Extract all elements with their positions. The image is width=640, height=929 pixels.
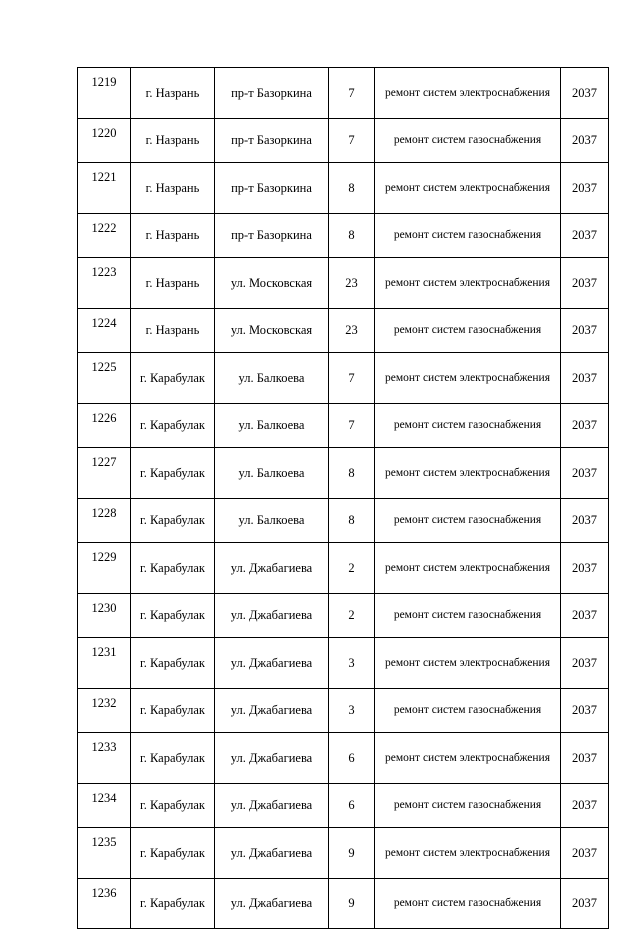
street-cell: пр-т Базоркина — [215, 163, 329, 214]
row-number: 1229 — [78, 543, 131, 594]
city-cell: г. Карабулак — [131, 733, 215, 784]
street-cell: ул. Джабагиева — [215, 784, 329, 828]
row-number: 1224 — [78, 309, 131, 353]
table-row — [78, 119, 609, 163]
city-cell: г. Карабулак — [131, 784, 215, 828]
house-number-cell: 8 — [329, 163, 375, 214]
work-type-cell: ремонт систем электроснабжения — [375, 258, 561, 309]
table-row — [78, 879, 609, 929]
year-cell: 2037 — [561, 214, 609, 258]
repair-schedule-table — [77, 67, 609, 929]
house-number-cell: 9 — [329, 828, 375, 879]
year-cell: 2037 — [561, 689, 609, 733]
city-cell: г. Карабулак — [131, 448, 215, 499]
street-cell: ул. Балкоева — [215, 448, 329, 499]
year-cell: 2037 — [561, 784, 609, 828]
street-cell: ул. Джабагиева — [215, 879, 329, 929]
house-number-cell: 6 — [329, 784, 375, 828]
work-type-cell: ремонт систем электроснабжения — [375, 638, 561, 689]
year-cell: 2037 — [561, 163, 609, 214]
year-cell: 2037 — [561, 828, 609, 879]
row-number: 1232 — [78, 689, 131, 733]
work-type-cell: ремонт систем газоснабжения — [375, 119, 561, 163]
work-type-cell: ремонт систем газоснабжения — [375, 499, 561, 543]
year-cell: 2037 — [561, 543, 609, 594]
work-type-cell: ремонт систем электроснабжения — [375, 163, 561, 214]
city-cell: г. Карабулак — [131, 543, 215, 594]
house-number-cell: 2 — [329, 543, 375, 594]
table-row — [78, 594, 609, 638]
table-row — [78, 353, 609, 404]
street-cell: ул. Балкоева — [215, 499, 329, 543]
row-number: 1223 — [78, 258, 131, 309]
work-type-cell: ремонт систем газоснабжения — [375, 594, 561, 638]
year-cell: 2037 — [561, 879, 609, 929]
year-cell: 2037 — [561, 404, 609, 448]
row-number: 1222 — [78, 214, 131, 258]
work-type-cell: ремонт систем электроснабжения — [375, 68, 561, 119]
house-number-cell: 7 — [329, 68, 375, 119]
row-number: 1225 — [78, 353, 131, 404]
year-cell: 2037 — [561, 119, 609, 163]
city-cell: г. Карабулак — [131, 499, 215, 543]
work-type-cell: ремонт систем электроснабжения — [375, 543, 561, 594]
work-type-cell: ремонт систем газоснабжения — [375, 784, 561, 828]
table-row — [78, 163, 609, 214]
year-cell: 2037 — [561, 68, 609, 119]
work-type-cell: ремонт систем электроснабжения — [375, 828, 561, 879]
row-number: 1236 — [78, 879, 131, 929]
year-cell: 2037 — [561, 638, 609, 689]
row-number: 1219 — [78, 68, 131, 119]
street-cell: ул. Джабагиева — [215, 638, 329, 689]
table-row — [78, 784, 609, 828]
city-cell: г. Карабулак — [131, 828, 215, 879]
year-cell: 2037 — [561, 309, 609, 353]
city-cell: г. Назрань — [131, 258, 215, 309]
city-cell: г. Назрань — [131, 163, 215, 214]
street-cell: пр-т Базоркина — [215, 214, 329, 258]
house-number-cell: 23 — [329, 258, 375, 309]
year-cell: 2037 — [561, 258, 609, 309]
street-cell: пр-т Базоркина — [215, 119, 329, 163]
row-number: 1234 — [78, 784, 131, 828]
house-number-cell: 9 — [329, 879, 375, 929]
house-number-cell: 8 — [329, 214, 375, 258]
table-row — [78, 68, 609, 119]
house-number-cell: 6 — [329, 733, 375, 784]
row-number: 1227 — [78, 448, 131, 499]
city-cell: г. Назрань — [131, 214, 215, 258]
street-cell: ул. Джабагиева — [215, 543, 329, 594]
work-type-cell: ремонт систем газоснабжения — [375, 214, 561, 258]
street-cell: ул. Балкоева — [215, 353, 329, 404]
work-type-cell: ремонт систем газоснабжения — [375, 689, 561, 733]
street-cell: ул. Джабагиева — [215, 733, 329, 784]
city-cell: г. Карабулак — [131, 353, 215, 404]
row-number: 1226 — [78, 404, 131, 448]
street-cell: ул. Московская — [215, 258, 329, 309]
row-number: 1230 — [78, 594, 131, 638]
city-cell: г. Карабулак — [131, 638, 215, 689]
row-number: 1235 — [78, 828, 131, 879]
table-row — [78, 499, 609, 543]
table-body — [78, 68, 609, 929]
house-number-cell: 7 — [329, 119, 375, 163]
house-number-cell: 7 — [329, 404, 375, 448]
table-row — [78, 733, 609, 784]
work-type-cell: ремонт систем газоснабжения — [375, 879, 561, 929]
table-row — [78, 828, 609, 879]
table-row — [78, 638, 609, 689]
house-number-cell: 7 — [329, 353, 375, 404]
city-cell: г. Карабулак — [131, 404, 215, 448]
row-number: 1231 — [78, 638, 131, 689]
city-cell: г. Назрань — [131, 309, 215, 353]
year-cell: 2037 — [561, 448, 609, 499]
house-number-cell: 3 — [329, 638, 375, 689]
year-cell: 2037 — [561, 353, 609, 404]
house-number-cell: 8 — [329, 499, 375, 543]
house-number-cell: 3 — [329, 689, 375, 733]
work-type-cell: ремонт систем электроснабжения — [375, 448, 561, 499]
row-number: 1220 — [78, 119, 131, 163]
work-type-cell: ремонт систем газоснабжения — [375, 404, 561, 448]
house-number-cell: 23 — [329, 309, 375, 353]
work-type-cell: ремонт систем газоснабжения — [375, 309, 561, 353]
row-number: 1221 — [78, 163, 131, 214]
house-number-cell: 2 — [329, 594, 375, 638]
street-cell: ул. Балкоева — [215, 404, 329, 448]
work-type-cell: ремонт систем электроснабжения — [375, 733, 561, 784]
row-number: 1233 — [78, 733, 131, 784]
row-number: 1228 — [78, 499, 131, 543]
street-cell: пр-т Базоркина — [215, 68, 329, 119]
year-cell: 2037 — [561, 733, 609, 784]
table-row — [78, 448, 609, 499]
city-cell: г. Назрань — [131, 119, 215, 163]
street-cell: ул. Джабагиева — [215, 828, 329, 879]
table-row — [78, 309, 609, 353]
table-row — [78, 543, 609, 594]
house-number-cell: 8 — [329, 448, 375, 499]
table-row — [78, 258, 609, 309]
city-cell: г. Карабулак — [131, 879, 215, 929]
year-cell: 2037 — [561, 594, 609, 638]
table-row — [78, 689, 609, 733]
table-row — [78, 214, 609, 258]
city-cell: г. Карабулак — [131, 689, 215, 733]
street-cell: ул. Джабагиева — [215, 594, 329, 638]
year-cell: 2037 — [561, 499, 609, 543]
street-cell: ул. Московская — [215, 309, 329, 353]
table-row — [78, 404, 609, 448]
street-cell: ул. Джабагиева — [215, 689, 329, 733]
work-type-cell: ремонт систем электроснабжения — [375, 353, 561, 404]
city-cell: г. Назрань — [131, 68, 215, 119]
city-cell: г. Карабулак — [131, 594, 215, 638]
